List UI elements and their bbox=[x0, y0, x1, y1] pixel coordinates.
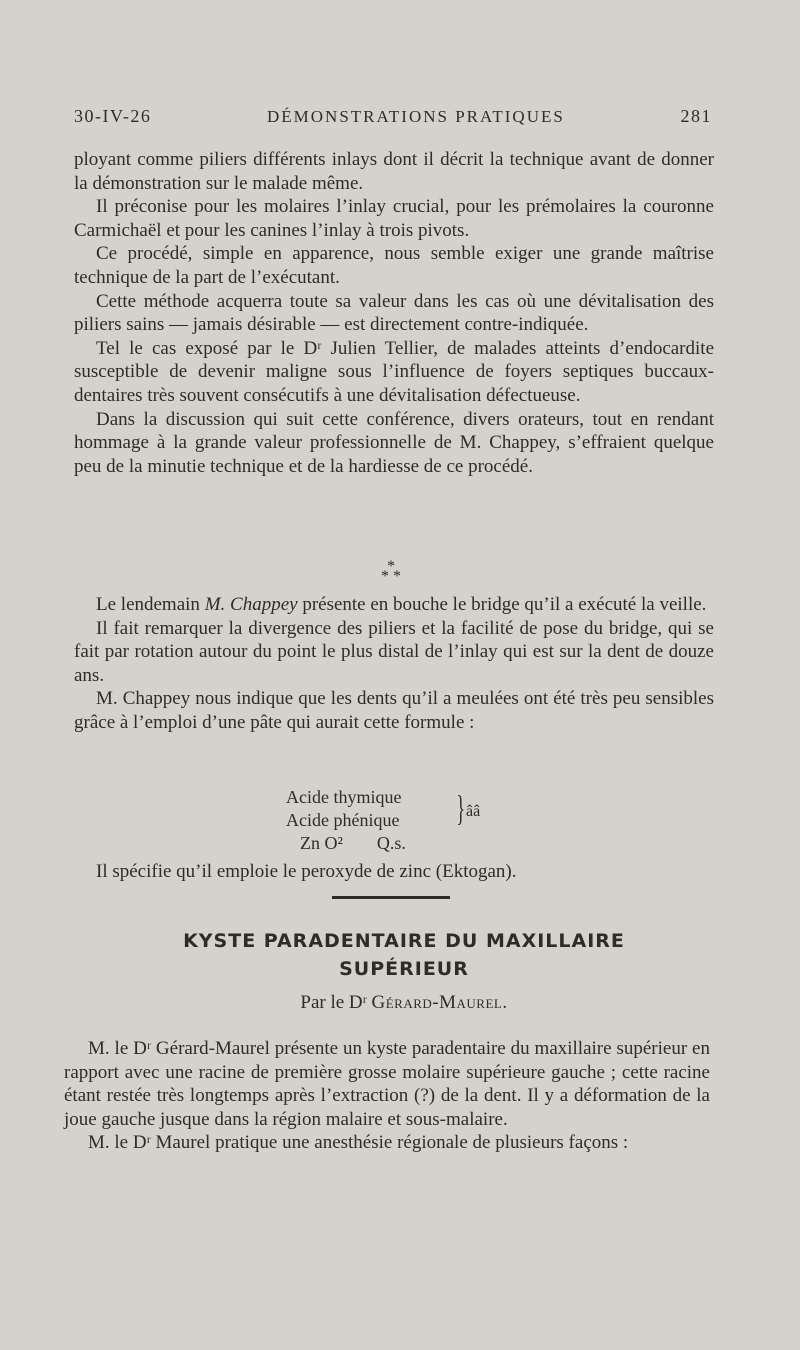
article-title bbox=[74, 927, 734, 983]
text-run: présente en bouche le bridge qu’il a exécuté la veille. bbox=[297, 594, 707, 615]
article-body bbox=[64, 1037, 710, 1155]
demonstration-section bbox=[74, 593, 714, 735]
paragraph: Il spécifie qu’il emploie le peroxyde de zinc (Ektogan). bbox=[96, 861, 517, 882]
paragraph: Ce procédé, simple en apparence, nous semble exiger une grande maîtrise technique de la part de l’exécutant. bbox=[74, 243, 714, 288]
byline bbox=[74, 992, 734, 1014]
paragraph: M. le Dʳ Gérard-Maurel présente un kyste paradentaire du maxillaire supérieur en rapport avec une racine de première grosse molaire supérieure gauche ; cette racine étant restée très longtemps après l’extraction (?) de la dent. Il y a déformation de la joue gauche jusque dans la région malaire et sous-malaire. bbox=[64, 1038, 710, 1130]
paragraph: M. Chappey nous indique que les dents qu’il a meulées ont été très peu sensibles grâce à l’emploi d’une pâte qui aurait cette formule : bbox=[74, 688, 714, 733]
formula-zn: Zn O² bbox=[300, 833, 343, 853]
title-line: SUPÉRIEUR bbox=[339, 958, 469, 980]
brace-symbol: } bbox=[456, 788, 465, 828]
formula-line: Acide thymique bbox=[286, 787, 402, 807]
text-run: Le lendemain bbox=[96, 594, 205, 615]
paragraph: Il préconise pour les molaires l’inlay crucial, pour les prémolaires la couronne Carmichaël et pour les canines l’inlay à trois pivots. bbox=[74, 196, 714, 241]
paragraph: Dans la discussion qui suit cette conférence, divers orateurs, tout en rendant hommage à la grande valeur professionnelle de M. Chappey, s’effraient quelque peu de la minutie technique et de la hardiesse de ce procédé. bbox=[74, 408, 714, 477]
byline-author: Gérard-Maurel. bbox=[371, 992, 508, 1013]
paragraph: ployant comme piliers différents inlays dont il décrit la technique avant de donner la démonstration sur le malade même. bbox=[74, 149, 714, 194]
asterism-separator: * * * bbox=[381, 558, 401, 585]
paragraph: Cette méthode acquerra toute sa valeur dans les cas où une dévitalisation des piliers sains — jamais désirable — est directement contre-indiquée. bbox=[74, 290, 714, 336]
formula-line: Acide phénique bbox=[286, 810, 400, 830]
paragraph: Tel le cas exposé par le Dʳ Julien Tellier, de malades atteints d’endocardite susceptible de devenir maligne sous l’influence de foyers septiques buccaux-dentaires très souvent consécutifs à une dévitalisation défectueuse. bbox=[74, 337, 714, 406]
page-number: 281 bbox=[680, 106, 712, 126]
formula-qs: Q.s. bbox=[376, 833, 406, 853]
paragraph: M. le Dʳ Maurel pratique une anesthésie régionale de plusieurs façons : bbox=[88, 1132, 629, 1154]
header-date: 30-IV-26 bbox=[74, 106, 152, 126]
byline-prefix: Par le Dʳ bbox=[300, 992, 367, 1013]
running-header bbox=[74, 106, 712, 127]
header-title: DÉMONSTRATIONS PRATIQUES bbox=[267, 107, 565, 126]
italic-name: M. Chappey bbox=[204, 594, 298, 615]
formula-aa: ââ bbox=[466, 803, 481, 820]
paragraph bbox=[74, 593, 714, 617]
section-divider bbox=[332, 896, 450, 899]
formula-line bbox=[286, 832, 406, 855]
body-text bbox=[74, 148, 714, 478]
formula-block bbox=[286, 786, 481, 855]
paragraph: Il fait remarquer la divergence des piliers et la facilité de pose du bridge, qui se fait par rotation autour du point le plus distal de l’inlay qui est sur la dent de douze ans. bbox=[74, 617, 714, 686]
title-line: KYSTE PARADENTAIRE DU MAXILLAIRE bbox=[183, 930, 625, 952]
